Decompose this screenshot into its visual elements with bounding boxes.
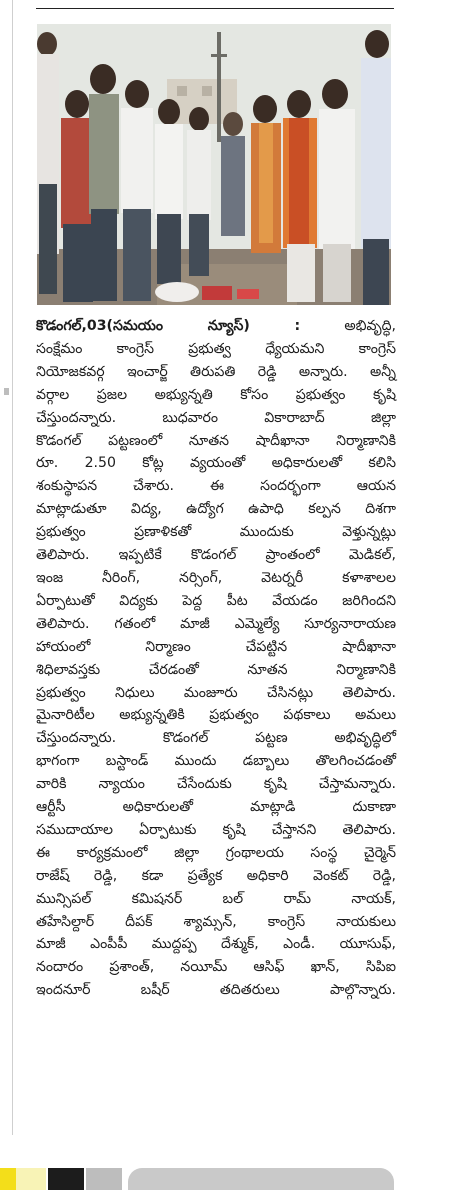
footer-pale-yellow-block (16, 1168, 46, 1190)
article-line: భాగంగా బస్టాండ్ ముందు డబ్బాలు తొలగించడంతో (36, 753, 396, 770)
article-line: నియోజకవర్గ ఇంచార్జ్ తిరుపతి రెడ్డి అన్నారు. అన్నీ (36, 363, 396, 380)
footer-yellow-block (0, 1168, 16, 1190)
article-line: రాజేష్ రెడ్డి, కడా ప్రత్యేక అధికారి వెంకట్ రెడ్డి, (36, 867, 396, 884)
article-line: మాజీ ఎంపీపీ ముద్దప్ప దేశ్ముక్, ఎండీ. యూసుఫ్, (36, 936, 396, 953)
article-line: హాయంలో నిర్మాణం చేపట్టిన షాదీఖానా (36, 638, 396, 655)
article-line: చేస్తుందన్నారు. కొడంగల్ పట్టణ అభివృద్ధిలో (36, 730, 396, 747)
article-line: చేస్తుందన్నారు. బుధవారం వికారాబాద్ జిల్లా (36, 409, 396, 426)
article-line: వర్గాల ప్రజల అభ్యున్నతి కోసం ప్రభుత్వం కృషి (36, 386, 396, 403)
top-rule (36, 8, 394, 9)
article-line: కొడంగల్ పట్టణంలో నూతన షాదీఖానా నిర్మాణానికి (36, 432, 396, 449)
article-line: నందారం ప్రశాంత్, నయీమ్ ఆసిఫ్ ఖాన్, సిపిఐ (36, 959, 396, 976)
article-line: తహేసిల్దార్ దీపక్ శ్యామ్సన్, కాంగ్రెస్ నాయకులు (36, 913, 396, 930)
article-line: ప్రభుత్వం ప్రణాళికతో ముందుకు వెళ్తున్నట్లు (36, 524, 396, 541)
column-divider (12, 0, 13, 1135)
news-photo (37, 24, 391, 305)
article-line: ఆర్టీసీ అధికారులతో మాట్లాడి దుకాణా (36, 799, 396, 816)
footer-grey-bar (128, 1168, 394, 1190)
article-line: తెలిపారు. ఇప్పటికే కొడంగల్ ప్రాంతంలో మెడికల్, (36, 547, 396, 564)
article-line: ఈ కార్యక్రమంలో జిల్లా గ్రంథాలయ సంస్థ చైర్మెన్ (36, 844, 396, 861)
article-line: ఇంజ నీరింగ్, నర్సింగ్, వెటర్నరీ కళాశాలల (36, 569, 396, 586)
footer-grey-block (86, 1168, 122, 1190)
article-line: శంకుస్థాపన చేశారు. ఈ సందర్భంగా ఆయన (36, 478, 396, 495)
article-dateline: కొడంగల్,03(సమయం న్యూస్) : (36, 318, 301, 334)
article-line: తెలిపారు. గతంలో మాజీ ఎమ్మెల్యే సూర్యనారాయణ (36, 615, 396, 632)
article-line: మాట్లాడుతూ విద్య, ఉద్యోగ ఉపాధి కల్పన దిశగా (36, 501, 396, 518)
article-paragraph (36, 315, 396, 1002)
article-line: ఇందనూర్ బషీర్ తదితరులు పాల్గొన్నారు. (36, 982, 396, 999)
article-line: వారికి న్యాయం చేసేందుకు కృషి చేస్తామన్నారు. (36, 776, 396, 793)
article-line: ఏర్పాటుతో విద్యకు పెద్ద పీట వేయడం జరిగిందని (36, 592, 396, 609)
article-line (36, 315, 396, 338)
article-body (36, 315, 396, 1002)
article-line: మైనారిటీల అభ్యున్నతికి ప్రభుత్వం పథకాలు అమలు (36, 707, 396, 724)
footer-black-block (48, 1168, 84, 1190)
article-line: సంక్షేమం కాంగ్రెస్ ప్రభుత్వ ధ్యేయమని కాంగ్రెస్ (36, 340, 396, 357)
news-photo-icon (37, 24, 391, 305)
article-line-text: అభివృద్ధి, (300, 318, 396, 334)
article-line: ప్రభుత్వం నిధులు మంజూరు చేసినట్లు తెలిపారు. (36, 684, 396, 701)
article-line: శిధిలావస్తకు చేరడంతో నూతన నిర్మాణానికి (36, 661, 396, 678)
article-line: మున్సిపల్ కమిషనర్ బల్ రామ్ నాయక్, (36, 890, 396, 907)
article-line: రూ. 2.50 కోట్ల వ్యయంతో అధికారులతో కలిసి (36, 455, 396, 472)
column-marker (4, 388, 9, 395)
article-line: సముదాయాల ఏర్పాటుకు కృషి చేస్తానని తెలిపారు. (36, 821, 396, 838)
